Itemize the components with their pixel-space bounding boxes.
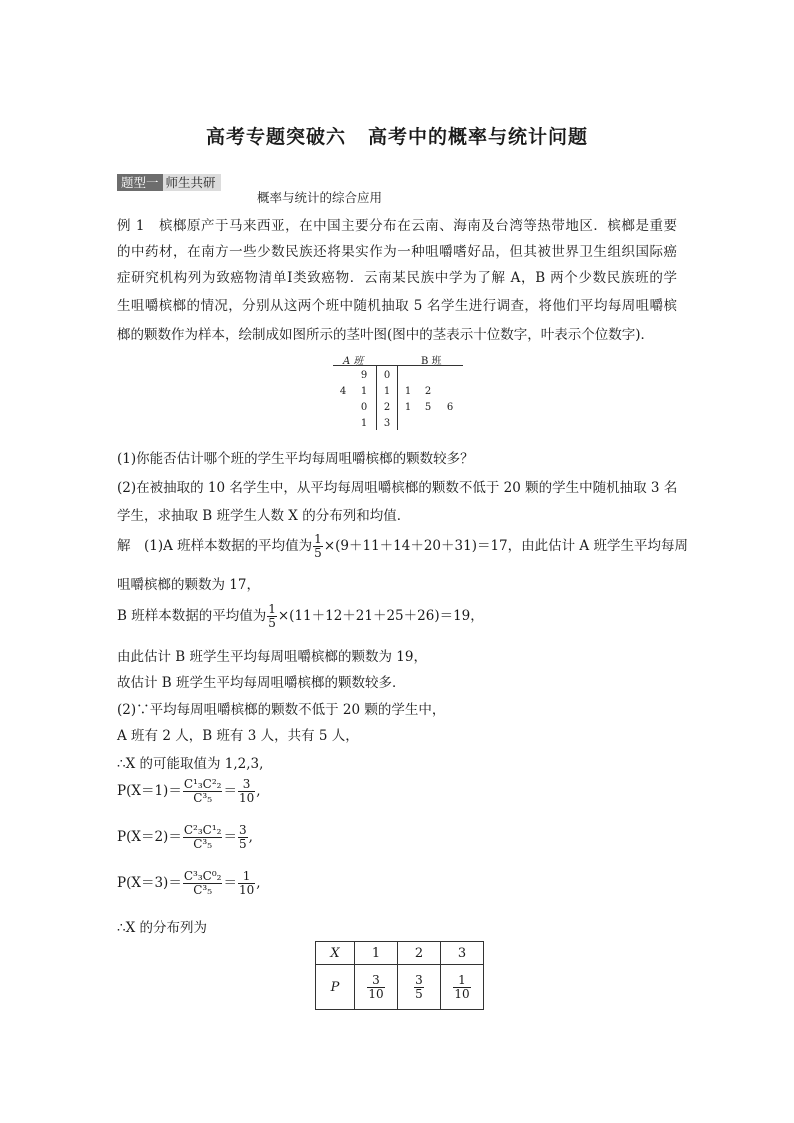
stem-leaf-b-label: B 班	[421, 356, 442, 367]
stem-leaf-a-leaf: 1	[360, 418, 368, 429]
solution-mean-b-pre: B 班样本数据的平均值为	[117, 608, 267, 624]
stem-leaf-a-leaf: 4	[339, 386, 347, 397]
fraction-one-fifth	[313, 533, 323, 560]
fraction-denominator: 5	[238, 837, 247, 851]
stem-leaf-b-leaf: 2	[424, 386, 432, 397]
stem-leaf-a-leaf: 0	[360, 402, 368, 413]
probability-value	[238, 824, 248, 851]
comma: ,	[256, 875, 261, 891]
solution-conclusion-1: 故估计 B 班学生平均每周咀嚼槟榔的颗数较多．	[117, 675, 406, 691]
stem-leaf-a-leaf: 1	[360, 386, 368, 397]
title-right: 高考中的概率与统计问题	[368, 126, 589, 148]
fraction-denominator: 10	[238, 791, 255, 805]
stem-leaf-stem: 2	[383, 402, 391, 413]
table-cell-p	[398, 965, 441, 1010]
question-1: (1)你能否估计哪个班的学生平均每周咀嚼槟榔的颗数较多？	[117, 451, 474, 467]
table-cell-p	[441, 965, 484, 1010]
fraction-denominator: 5	[268, 616, 276, 630]
example-line-1: 例 1 槟榔原产于马来西亚，在中国主要分布在云南、海南及台湾等热带地区．槟榔是重要	[117, 218, 677, 234]
example-line-2: 的中药材，在南方一些少数民族还将果实作为一种咀嚼嗜好品，但其被世界卫生组织国际癌	[117, 244, 677, 260]
stem-leaf-b-leaf: 5	[424, 402, 432, 413]
probability-value	[238, 870, 255, 897]
solution-mean-a-pre: 解 (1)A 班样本数据的平均值为	[117, 538, 313, 554]
title-left: 高考专题突破六	[205, 126, 346, 148]
probability-fraction	[367, 974, 384, 1001]
stem-leaf-stem: 1	[383, 386, 391, 397]
distribution-intro: ∴X 的分布列为	[117, 920, 207, 936]
probability-lhs: P(X＝2)＝	[117, 829, 182, 845]
probability-lhs: P(X＝1)＝	[117, 783, 182, 799]
question-2-line-1: (2)在被抽取的 10 名学生中，从平均每周咀嚼槟榔的颗数不低于 20 颗的学生中随机抽取 3 名	[117, 480, 678, 496]
distribution-table	[315, 941, 484, 1010]
stem-leaf-plot	[333, 348, 463, 430]
probability-fraction	[453, 974, 470, 1001]
fraction-numerator: 1	[268, 602, 276, 616]
comma: ,	[248, 829, 253, 845]
solution-mean-a-post: ×(9＋11＋14＋20＋31)＝17，由此估计 A 班学生平均每周	[323, 538, 688, 554]
stem-leaf-left-rule	[376, 365, 377, 430]
fraction-numerator: C²₃C¹₂	[183, 823, 222, 837]
stem-leaf-a-leaf: 9	[360, 370, 368, 381]
fraction-one-fifth	[267, 603, 277, 630]
fraction-numerator: C³₃C⁰₂	[183, 869, 222, 883]
stem-leaf-b-leaf: 1	[404, 402, 412, 413]
fraction-numerator: C¹₃C²₂	[183, 777, 222, 791]
fraction-denominator: C³₅	[193, 791, 213, 805]
fraction-denominator: 10	[454, 986, 470, 1001]
solution-mean-a-cont: 咀嚼槟榔的颗数为 17，	[117, 577, 260, 593]
question-2-line-2: 学生，求抽取 B 班学生人数 X 的分布列和均值．	[117, 508, 411, 524]
stem-leaf-header-rule	[333, 365, 463, 366]
fraction-denominator: 10	[238, 883, 255, 897]
table-row	[316, 942, 484, 965]
fraction-denominator: 10	[368, 986, 384, 1001]
comma: ,	[256, 783, 261, 799]
stem-leaf-stem: 0	[383, 370, 391, 381]
table-cell-x: 3	[441, 942, 484, 965]
table-header-p: P	[316, 965, 355, 1010]
table-cell-p	[355, 965, 398, 1010]
fraction-numerator: 3	[415, 972, 423, 987]
probability-x-2: P(X＝2)＝ $\frac{\text{C²₃C¹₂}}{\text{C³₅}}$ ＝ $\frac{3}{5}$ ,	[117, 823, 253, 851]
combination-fraction	[183, 778, 223, 805]
example-line-3: 症研究机构列为致癌物清单Ⅰ类致癌物．云南某民族中学为了解 A，B 两个少数民族班的学	[117, 270, 677, 286]
probability-x-3: P(X＝3)＝ $\frac{\text{C³₃C⁰₂}}{\text{C³₅}}$ ＝ $\frac{1}{10}$ ,	[117, 869, 261, 897]
fraction-numerator: 3	[367, 974, 384, 988]
fraction-numerator: 3	[238, 823, 247, 837]
example-line-4: 生咀嚼槟榔的情况，分别从这两个班中随机抽取 5 名学生进行调查，将他们平均每周咀嚼槟	[117, 298, 677, 314]
table-cell-x: 2	[398, 942, 441, 965]
table-cell-x: 1	[355, 942, 398, 965]
question-type-badge	[117, 174, 221, 191]
solution-mean-b	[117, 603, 677, 630]
example-line-5: 榔的颗数作为样本，绘制成如图所示的茎叶图(图中的茎表示十位数字，叶表示个位数字)．	[117, 327, 655, 343]
badge-mode: 师生共研	[163, 174, 221, 191]
fraction-numerator: 1	[453, 974, 470, 988]
combination-fraction	[183, 870, 223, 897]
stem-leaf-stem: 3	[383, 418, 391, 429]
solution-estimate-b: 由此估计 B 班学生平均每周咀嚼槟榔的颗数为 19，	[117, 649, 427, 665]
fraction-numerator: 3	[238, 778, 255, 792]
fraction-numerator: 1	[238, 870, 255, 884]
stem-leaf-a-label: A 班	[343, 356, 364, 367]
solution-mean-a	[117, 532, 688, 560]
probability-fraction	[414, 974, 424, 1001]
stem-leaf-right-rule	[397, 365, 398, 430]
table-row	[316, 965, 484, 1010]
solution-values: ∴X 的可能取值为 1,2,3,	[117, 756, 264, 772]
probability-lhs: P(X＝3)＝	[117, 875, 182, 891]
combination-fraction	[183, 824, 223, 851]
page-title	[0, 122, 794, 149]
probability-value	[238, 778, 255, 805]
solution-counts: A 班有 2 人，B 班有 3 人，共有 5 人，	[117, 728, 359, 744]
section-subtitle: 概率与统计的综合应用	[257, 190, 383, 205]
solution-part-2-intro: (2)∵平均每周咀嚼槟榔的颗数不低于 20 颗的学生中，	[117, 702, 446, 718]
badge-type: 题型一	[117, 174, 163, 191]
probability-x-1: P(X＝1)＝ $\frac{\text{C¹₃C²₂}}{\text{C³₅}}$ ＝ $\frac{3}{10}$ ,	[117, 777, 261, 805]
stem-leaf-b-leaf: 1	[404, 386, 412, 397]
solution-mean-b-post: ×(11＋12＋21＋25＋26)＝19，	[277, 608, 484, 624]
table-header-x: X	[316, 942, 355, 965]
fraction-denominator: C³₅	[193, 837, 213, 851]
fraction-denominator: 5	[314, 546, 322, 560]
fraction-numerator: 1	[314, 532, 322, 546]
stem-leaf-b-leaf: 6	[446, 402, 454, 413]
fraction-denominator: C³₅	[193, 883, 213, 897]
fraction-denominator: 5	[415, 986, 423, 1001]
